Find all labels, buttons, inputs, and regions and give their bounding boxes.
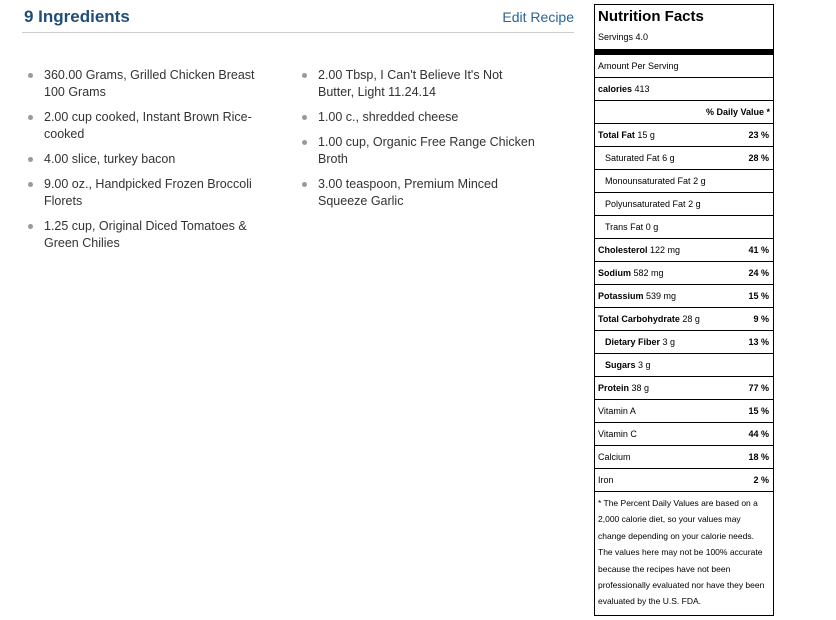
nutrient-row	[595, 170, 773, 193]
nutrient-label	[598, 314, 700, 324]
nutrient-row	[595, 308, 773, 331]
amount-per-serving-label: Amount Per Serving	[598, 61, 679, 71]
ingredient-item	[298, 109, 538, 126]
nutrient-row	[595, 423, 773, 446]
nutrient-label	[605, 199, 701, 209]
nutrient-percent: 44 %	[748, 429, 769, 439]
nutrient-row	[595, 147, 773, 170]
bullet-icon	[302, 73, 307, 78]
ingredients-column-1	[24, 67, 264, 260]
nutrient-name: Sugars	[605, 360, 636, 370]
nutrient-label	[605, 222, 658, 232]
ingredients-header	[22, 6, 574, 33]
nutrient-name: Polyunsaturated Fat	[605, 199, 686, 209]
nutrient-label	[605, 153, 675, 163]
nutrient-percent: 18 %	[748, 452, 769, 462]
ingredient-item	[298, 134, 538, 168]
nutrient-amount: 2 g	[688, 199, 701, 209]
nutrient-name: Cholesterol	[598, 245, 648, 255]
nutrient-row	[595, 285, 773, 308]
footnote: * The Percent Daily Values are based on a 2,000 calorie diet, so your values may change depending on your calorie needs. The values here may not be 100% accurate because the recipes have not been professionally evaluated nor have they been evaluated by the U.S. FDA.	[598, 498, 765, 607]
nutrient-label	[605, 360, 651, 370]
nutrient-amount: 0 g	[645, 222, 659, 232]
nutrient-amount: 3 g	[638, 360, 651, 370]
nutrient-name: Vitamin A	[598, 406, 636, 416]
nutrient-name: Total Fat	[598, 130, 635, 140]
nutrient-name: Protein	[598, 383, 630, 393]
nutrient-name: Sodium	[598, 268, 631, 278]
nutrient-rows	[595, 124, 773, 492]
bullet-icon	[302, 182, 307, 187]
ingredient-text: 360.00 Grams, Grilled Chicken Breast 100 Grams	[44, 68, 255, 99]
nutrient-row	[595, 216, 773, 239]
bullet-icon	[28, 182, 33, 187]
nutrient-amount: 3 g	[662, 337, 676, 347]
nutrient-percent: 2 %	[753, 475, 769, 485]
nutrient-amount: 28 g	[682, 314, 700, 324]
nutrient-row	[595, 446, 773, 469]
nutrient-percent: 23 %	[748, 130, 769, 140]
edit-recipe-link[interactable]: Edit Recipe	[502, 9, 574, 25]
ingredient-text: 1.25 cup, Original Diced Tomatoes & Green Chilies	[44, 219, 247, 250]
nutrient-row	[595, 124, 773, 147]
nutrient-percent: 15 %	[748, 406, 769, 416]
ingredient-item	[24, 67, 264, 101]
nutrition-facts-panel	[594, 4, 774, 616]
calories-row	[595, 78, 773, 101]
nutrient-row	[595, 239, 773, 262]
bullet-icon	[28, 157, 33, 162]
nutrient-label	[598, 406, 638, 416]
bullet-icon	[28, 224, 33, 229]
nutrient-percent: 13 %	[748, 337, 769, 347]
nutrient-row	[595, 469, 773, 492]
nutrient-name: Trans Fat	[605, 222, 644, 232]
bullet-icon	[302, 115, 307, 120]
ingredient-item	[24, 109, 264, 143]
nutrient-label	[598, 383, 649, 393]
nutrient-amount: 539 mg	[646, 291, 677, 301]
nutrient-amount: 15 g	[637, 130, 655, 140]
nutrient-label	[598, 268, 664, 278]
nutrient-row	[595, 354, 773, 377]
ingredient-item	[24, 176, 264, 210]
ingredients-title: 9 Ingredients	[24, 7, 130, 26]
nutrient-amount: 582 mg	[633, 268, 664, 278]
ingredient-text: 1.00 c., shredded cheese	[318, 110, 459, 124]
ingredient-item	[298, 176, 538, 210]
nutrient-name: Total Carbohydrate	[598, 314, 680, 324]
nutrient-percent: 77 %	[748, 383, 769, 393]
nutrient-name: Monounsaturated Fat	[605, 176, 691, 186]
bullet-icon	[28, 115, 33, 120]
nutrient-row	[595, 400, 773, 423]
ingredient-text: 3.00 teaspoon, Premium Minced Squeeze Garlic	[318, 177, 498, 208]
nutrient-label	[598, 291, 676, 301]
nutrient-name: Vitamin C	[598, 429, 637, 439]
ingredient-text: 1.00 cup, Organic Free Range Chicken Broth	[318, 135, 535, 166]
nutrient-name: Calcium	[598, 452, 631, 462]
nutrient-label	[598, 130, 655, 140]
nutrient-name: Dietary Fiber	[605, 337, 661, 347]
nutrient-row	[595, 377, 773, 400]
nutrient-label	[598, 245, 680, 255]
nutrient-percent: 9 %	[753, 314, 769, 324]
calories-label: calories	[598, 84, 633, 94]
nutrient-percent: 41 %	[748, 245, 769, 255]
nutrient-percent: 15 %	[748, 291, 769, 301]
amount-per-serving	[595, 55, 773, 78]
nutrient-amount: 6 g	[662, 153, 675, 163]
nutrient-row	[595, 331, 773, 354]
ingredient-text: 9.00 oz., Handpicked Frozen Broccoli Florets	[44, 177, 252, 208]
ingredient-text: 4.00 slice, turkey bacon	[44, 152, 176, 166]
nutrient-label	[605, 176, 706, 186]
bullet-icon	[28, 73, 33, 78]
nutrient-name: Iron	[598, 475, 614, 485]
nutrient-percent: 28 %	[748, 153, 769, 163]
nutrient-amount: 2 g	[693, 176, 706, 186]
calories-value: 413	[634, 84, 650, 94]
nutrient-name: Potassium	[598, 291, 644, 301]
bullet-icon	[302, 140, 307, 145]
nutrient-row	[595, 193, 773, 216]
nutrient-amount: 38 g	[631, 383, 650, 393]
daily-value-header	[595, 101, 773, 124]
ingredient-item	[24, 218, 264, 252]
nutrient-label	[605, 337, 675, 347]
nutrient-percent: 24 %	[748, 268, 769, 278]
nutrient-amount: 122 mg	[650, 245, 681, 255]
nutrient-label	[598, 475, 616, 485]
ingredient-text: 2.00 Tbsp, I Can't Believe It's Not Butter, Light 11.24.14	[318, 68, 503, 99]
ingredient-text: 2.00 cup cooked, Instant Brown Rice-cooked	[44, 110, 252, 141]
nutrition-facts-title: Nutrition Facts	[598, 8, 704, 25]
nutrient-label	[598, 429, 639, 439]
daily-value-label: % Daily Value *	[705, 107, 770, 117]
ingredient-item	[24, 151, 264, 168]
ingredients-column-2	[298, 67, 538, 218]
nutrient-name: Saturated Fat	[605, 153, 660, 163]
servings: Servings 4.0	[598, 32, 649, 42]
nutrient-label	[598, 452, 633, 462]
ingredient-item	[298, 67, 538, 101]
nutrient-row	[595, 262, 773, 285]
